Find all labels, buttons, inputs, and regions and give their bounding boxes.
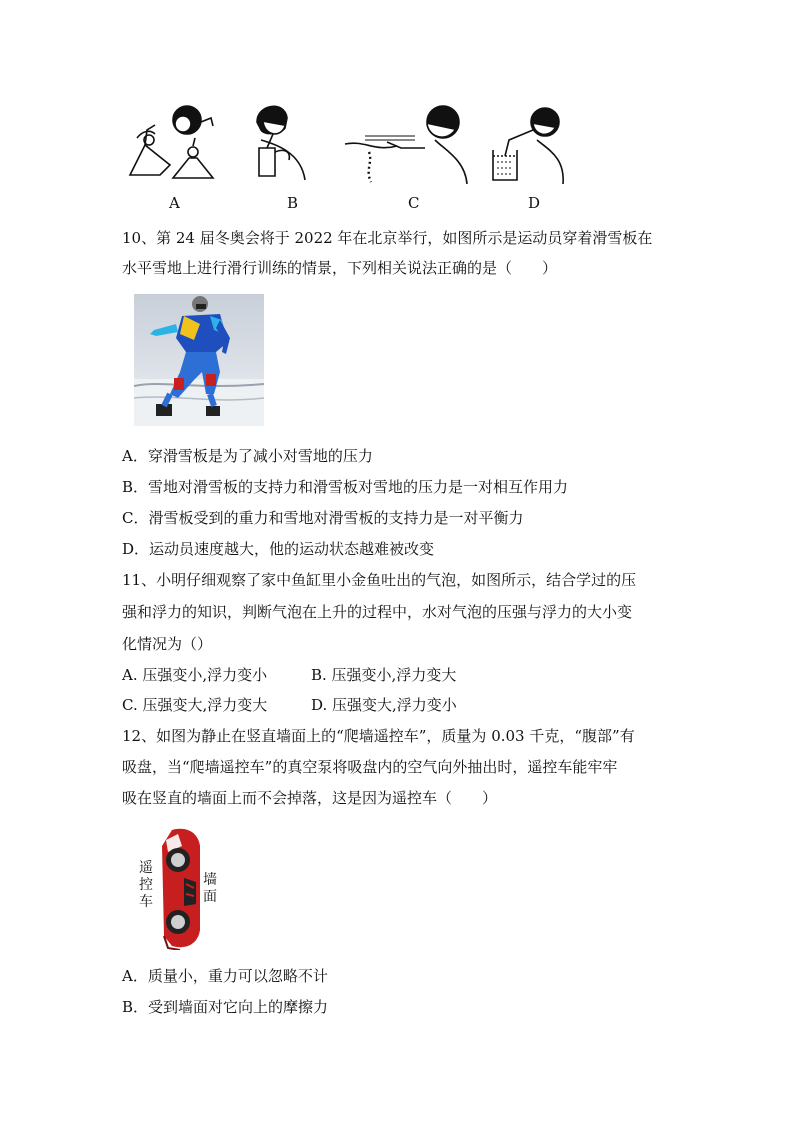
q11-stem-line-2: 强和浮力的知识，判断气泡在上升的过程中，水对气泡的压强与浮力的大小变 [122,603,633,621]
figure-d-drawing [493,108,563,184]
q10-stem-line-2: 水平雪地上进行滑行训练的情景，下列相关说法正确的是（ ） [122,259,558,277]
q12-option-a: A．质量小，重力可以忽略不计 [122,967,328,985]
q11-stem-line-3: 化情况为（） [122,635,213,653]
q10-option-d: D．运动员速度越大，他的运动状态越难被改变 [122,540,435,558]
figure-label-d: D [528,194,541,212]
figure-b-drawing [257,106,305,180]
figure-experiments [125,100,595,190]
q11-stem-line-1: 11、小明仔细观察了家中鱼缸里小金鱼吐出的气泡，如图所示，结合学过的压 [122,571,637,589]
q11-option-d: D. 压强变大,浮力变小 [311,696,457,714]
q11-option-c: C. 压强变大,浮力变大 [122,696,268,714]
figure-a-drawing [130,106,213,178]
q10-option-c: C．滑雪板受到的重力和雪地对滑雪板的支持力是一对平衡力 [122,509,524,527]
q11-option-a: A. 压强变小,浮力变小 [122,666,268,684]
q12-option-b: B．受到墙面对它向上的摩擦力 [122,998,329,1016]
figure-label-c: C [408,194,420,212]
skier-photo [134,294,264,426]
figure-label-a: A [169,194,180,212]
q10-option-a: A．穿滑雪板是为了减小对雪地的压力 [122,447,373,465]
q11-option-b: B. 压强变小,浮力变大 [311,666,457,684]
figure-c-drawing [345,106,467,184]
q12-stem-line-2: 吸盘，当“爬墙遥控车”的真空泵将吸盘内的空气向外抽出时，遥控车能牢牢 [122,758,618,776]
figure-label-b: B [287,194,299,212]
q10-stem-line-1: 10、第 24 届冬奥会将于 2022 年在北京举行，如图所示是运动员穿着滑雪板在 [122,229,653,247]
q10-option-b: B．雪地对滑雪板的支持力和滑雪板对雪地的压力是一对相互作用力 [122,478,569,496]
q12-stem-line-3: 吸在竖直的墙面上而不会掉落，这是因为遥控车（ ） [122,789,498,807]
wall-climbing-car-photo [158,826,202,950]
label-remote-car: 遥控车 [139,860,153,910]
q12-stem-line-1: 12、如图为静止在竖直墙面上的“爬墙遥控车”，质量为 0.03 千克，“腹部”有 [122,727,635,745]
label-wall-surface: 墙面 [203,872,217,905]
